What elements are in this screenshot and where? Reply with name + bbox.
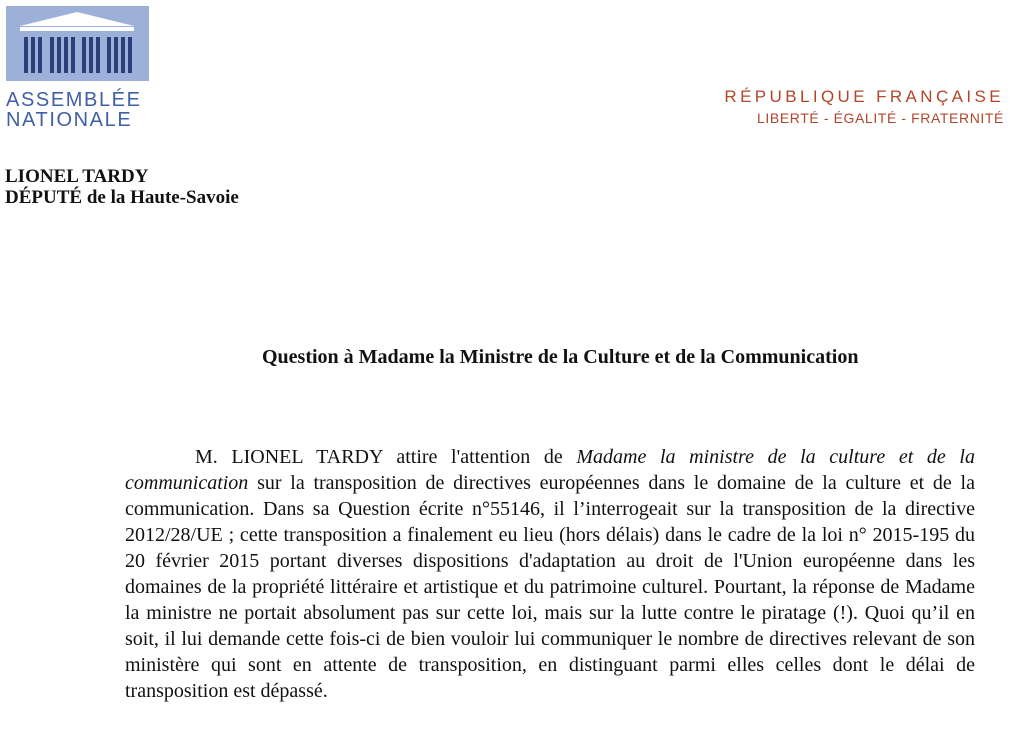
logo-text [6,90,149,130]
republique-francaise-header [724,86,1004,128]
republique-line: RÉPUBLIQUE FRANÇAISE [724,87,1004,106]
hemicycle-icon [6,6,149,81]
assemblee-nationale-logo [6,6,149,130]
motto-line: LIBERTÉ - ÉGALITÉ - FRATERNITÉ [757,110,1004,126]
deputy-title: DÉPUTÉ de la Haute-Savoie [5,187,239,208]
deputy-block [5,166,239,208]
logo-line-2: NATIONALE [6,109,133,131]
logo-line-1: ASSEMBLÉE [6,89,142,111]
question-body-start: M. LIONEL TARDY attire l'attention de [195,446,577,468]
question-title: Question à Madame la Ministre de la Culture et de la Communication [262,346,859,368]
question-body-addressee: Madame la ministre de la culture et de la communication [125,446,975,494]
deputy-name: LIONEL TARDY [5,166,149,187]
question-body [125,444,975,704]
question-body-rest: sur la transposition de directives européennes dans le domaine de la culture et de la communication. Dans sa Question écrite n°55146, il l’interrogeait sur la transposition de la directive 2012/28/UE ; cette transposition a finalement eu lieu (hors délais) dans le cadre de la loi n° 2015-195 du 20 février 2015 portant diverses dispositions d'adaptation au droit de l'Union européenne dans les domaines de la propriété littéraire et artistique et du patrimoine culturel. Pourtant, la réponse de Madame la ministre ne portait absolument pas sur cette loi, mais sur la lutte contre le piratage (!). Quoi qu’il en soit, il lui demande cette fois-ci de bien vouloir lui communiquer le nombre de directives relevant de son ministère qui sont en attente de transposition, en distinguant parmi elles celles dont le délai de transposition est dépassé. [125,472,975,702]
